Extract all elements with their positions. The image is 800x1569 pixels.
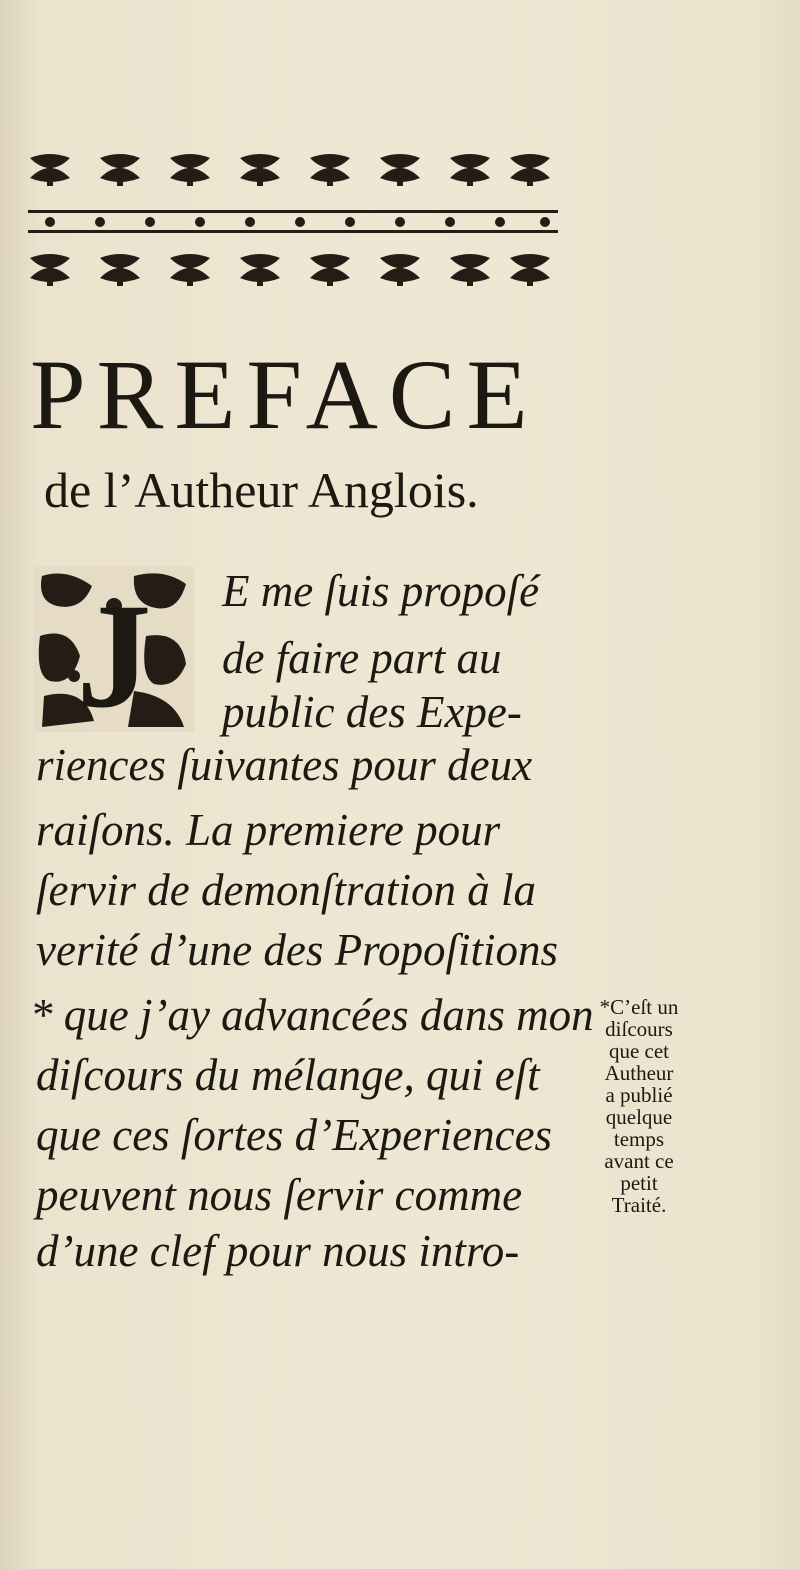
text-line: que ces ſortes d’Experiences: [36, 1110, 553, 1160]
text-line: de faire part au: [222, 633, 502, 683]
margin-note-line: petit: [620, 1171, 658, 1195]
text-line: public des Expe-: [222, 687, 522, 737]
margin-note-line: temps: [613, 1127, 665, 1151]
text-line: peuvent nous ſervir comme: [36, 1170, 523, 1220]
fleuron-border-ornament: [20, 148, 565, 308]
page-subtitle: de l’Autheur Anglois.: [44, 462, 479, 518]
text-line: verité d’une des Propoſitions: [36, 925, 558, 975]
margin-note: [584, 996, 694, 1216]
text-line: d’une clef pour nous intro-: [36, 1226, 520, 1276]
text-line: * que j’ay advancées dans mon: [30, 990, 594, 1040]
text-line: riences ſuivantes pour deux: [36, 740, 533, 790]
text-line: raiſons. La premiere pour: [36, 805, 501, 855]
margin-note-line: Traité.: [611, 1193, 667, 1217]
margin-note-line: *C’eſt un: [599, 995, 679, 1019]
text-line: ſervir de demonſtration à la: [36, 865, 536, 915]
margin-note-line: que cet: [608, 1039, 670, 1063]
margin-note-line: avant ce: [604, 1149, 674, 1173]
margin-note-line: diſcours: [605, 1017, 673, 1041]
page-title: PREFACE: [30, 339, 539, 450]
margin-note-line: Autheur: [604, 1061, 674, 1085]
margin-note-line: quelque: [605, 1105, 673, 1129]
decorated-initial-J: [34, 566, 194, 732]
text-line: E me ſuis propoſé: [222, 566, 540, 616]
dropcap-letter: J: [76, 573, 152, 732]
text-line: diſcours du mélange, qui eſt: [36, 1050, 540, 1100]
margin-note-line: a publié: [605, 1083, 673, 1107]
